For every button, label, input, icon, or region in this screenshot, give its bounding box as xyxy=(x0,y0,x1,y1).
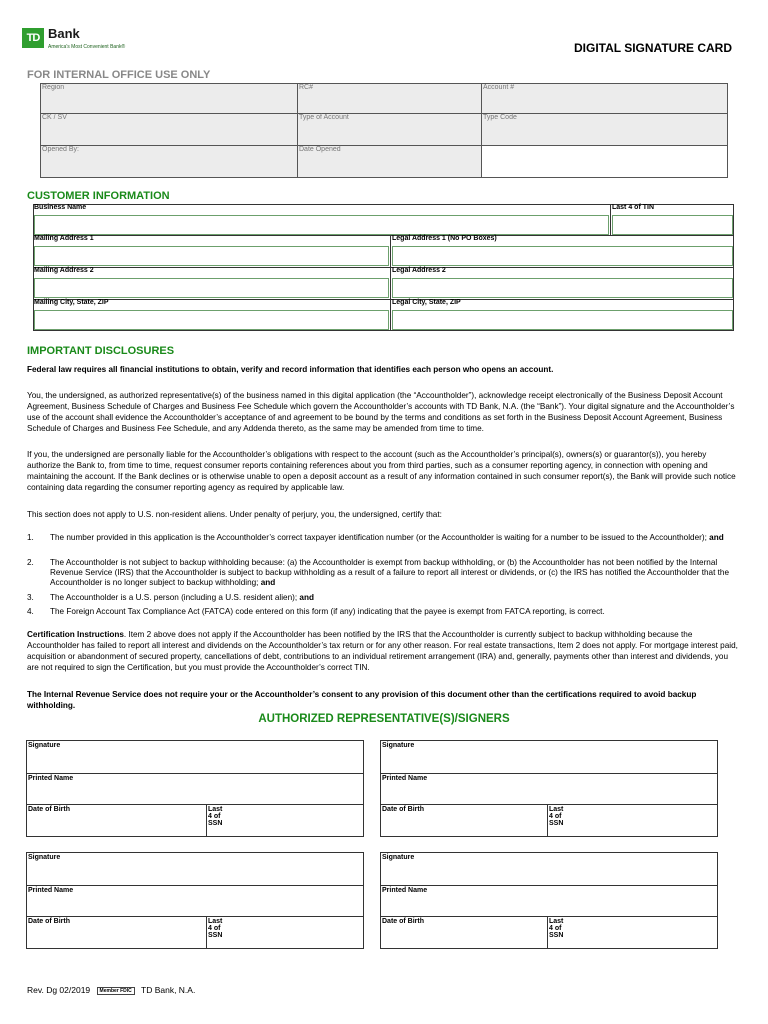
account-field[interactable]: Account # xyxy=(481,83,728,114)
customer-info-heading: CUSTOMER INFORMATION xyxy=(27,190,170,202)
bank-tagline: America's Most Convenient Bank® xyxy=(48,44,126,50)
certification-instructions: Certification Instructions. Item 2 above does not apply if the Accountholder has been notified by the IRS that the Accountholder is currently subject to backup withholding because the Accountholder has failed to report all interest and dividends on the Accountholder’s tax return or for any other reason. For real estate transactions, Item 2 does not apply. For mortgage interest paid, acquisition or abandonment of secured property, cancellations of debt, contributions to an individual retirement arrangement (IRA) and, generally, payments other than interest and dividends, you are not required to sign the Certification, but you must provide the Accountholder’s correct TIN. xyxy=(27,630,738,672)
blank-field xyxy=(481,145,728,178)
legal-address-2-field[interactable]: Legal Address 2 xyxy=(390,267,734,299)
signer-block-1 xyxy=(26,740,364,837)
dob-ssn-row xyxy=(381,917,717,949)
irs-note: The Internal Revenue Service does not require your or the Accountholder’s consent to any provision of this document other than the certifications required to avoid backup withholding. xyxy=(27,690,697,710)
list-item: The Accountholder is a U.S. person (including a U.S. resident alien); and xyxy=(50,593,314,602)
mailing-address-1-input[interactable] xyxy=(34,246,389,266)
mailing-address-2-field[interactable]: Mailing Address 2 xyxy=(33,267,390,299)
footer xyxy=(27,985,195,995)
signers-heading: AUTHORIZED REPRESENTATIVE(S)/SIGNERS xyxy=(258,713,510,725)
mailing-address-2-input[interactable] xyxy=(34,278,389,298)
printed-name-field[interactable]: Printed Name xyxy=(27,886,363,917)
td-logo-icon: TD xyxy=(22,28,44,48)
business-name-input[interactable] xyxy=(34,215,609,235)
dob-field[interactable]: Date of Birth xyxy=(382,918,424,925)
footer-bank-name: TD Bank, N.A. xyxy=(141,985,196,995)
list-item-number: 3. xyxy=(27,593,34,602)
dob-ssn-row xyxy=(27,805,363,837)
printed-name-field[interactable]: Printed Name xyxy=(381,774,717,805)
dob-ssn-row xyxy=(27,917,363,949)
last4-tin-input[interactable] xyxy=(612,215,733,235)
signature-field[interactable]: Signature xyxy=(381,741,717,774)
dob-field[interactable]: Date of Birth xyxy=(382,806,424,813)
list-item-number: 4. xyxy=(27,607,34,616)
disclosure-paragraph-2: If you, the undersigned are personally liable for the Accountholder’s obligations with respect to the account (such as the Accountholder’s principal(s), owners(s) or guarantor(s)), you hereby authorize the Bank to, from time to time, request consumer reports containing references about you from third parties, such as a consumer reporting agency, in connection with opening and maintaining the account. If the Bank declines or is otherwise unable to open a deposit account as a result of any information contained in such consumer report(s), the Bank will provide such notice containing data regarding the consumer reporting agency as required by applicable law. xyxy=(27,450,736,492)
ssn-field[interactable]: Last 4 of SSN xyxy=(547,805,548,837)
disclosure-paragraph-1: You, the undersigned, as authorized representative(s) of the business named in this digital application (the “Accountholder”), acknowledge receipt electronically of the Business Deposit Account Agreement, Business Schedule of Charges and Business Fee Schedule which govern the Accountholder’s accounts with TD Bank, N.A. (the “Bank”). Your digital signature and the Accountholder’s use of the account shall evidence the Accountholder’s acceptance of and agreement to be bound by the terms and conditions as set forth in the Business Deposit Account Agreement, Business Schedule of Charges and Business Fee Schedule, and any Addenda thereto, as the same may be amended from time to time. xyxy=(27,391,735,433)
signer-block-4 xyxy=(380,852,718,949)
ssn-field[interactable]: Last 4 of SSN xyxy=(547,917,548,949)
signature-field[interactable]: Signature xyxy=(27,741,363,774)
list-item-number: 2. xyxy=(27,558,34,567)
revision-label: Rev. Dg 02/2019 xyxy=(27,985,91,995)
legal-address-2-input[interactable] xyxy=(392,278,733,298)
signature-field[interactable]: Signature xyxy=(27,853,363,886)
federal-law-notice: Federal law requires all financial institutions to obtain, verify and record information that identifies each person who opens an account. xyxy=(27,365,554,374)
opened-by-field[interactable]: Opened By: xyxy=(40,145,298,178)
mailing-address-1-field[interactable]: Mailing Address 1 xyxy=(33,235,390,267)
region-field[interactable]: Region xyxy=(40,83,298,114)
legal-city-input[interactable] xyxy=(392,310,733,330)
date-opened-field[interactable]: Date Opened xyxy=(297,145,482,178)
mailing-city-field[interactable]: Mailing City, State, ZIP xyxy=(33,299,390,331)
ssn-field[interactable]: Last 4 of SSN xyxy=(206,805,207,837)
document-title: DIGITAL SIGNATURE CARD xyxy=(574,41,732,55)
list-item: The Foreign Account Tax Compliance Act (FATCA) code entered on this form (if any) indicating that the payee is exempt from FATCA reporting, is correct. xyxy=(50,607,605,616)
printed-name-field[interactable]: Printed Name xyxy=(27,774,363,805)
business-name-field[interactable]: Business Name xyxy=(33,204,610,236)
ck-sv-field[interactable]: CK / SV xyxy=(40,113,298,146)
signer-block-3 xyxy=(26,852,364,949)
internal-use-heading: FOR INTERNAL OFFICE USE ONLY xyxy=(27,69,211,81)
dob-field[interactable]: Date of Birth xyxy=(28,918,70,925)
mailing-city-input[interactable] xyxy=(34,310,389,330)
fdic-icon: Member FDIC xyxy=(97,987,135,995)
signature-field[interactable]: Signature xyxy=(381,853,717,886)
dob-field[interactable]: Date of Birth xyxy=(28,806,70,813)
list-item: The Accountholder is not subject to backup withholding because: (a) the Accountholder is exempt from backup withholding, or (b) the Accountholder has not been notified by the Internal Revenue Service (IRS) that the Accountholder is subject to backup withholding as a result of a failure to report all interest or dividends, or (c) the IRS has notified the Accountholder that the Accountholder is no longer subject to backup withholding; and xyxy=(50,558,730,587)
rc-field[interactable]: RC# xyxy=(297,83,482,114)
legal-address-1-field[interactable]: Legal Address 1 (No PO Boxes) xyxy=(390,235,734,267)
type-code-field[interactable]: Type Code xyxy=(481,113,728,146)
ssn-field[interactable]: Last 4 of SSN xyxy=(206,917,207,949)
bank-name: Bank xyxy=(48,26,80,41)
last4-tin-field[interactable]: Last 4 of TIN xyxy=(610,204,734,236)
list-item-number: 1. xyxy=(27,533,34,542)
disclosure-paragraph-3: This section does not apply to U.S. non-resident aliens. Under penalty of perjury, you, the undersigned, certify that: xyxy=(27,510,442,519)
disclosures-heading: IMPORTANT DISCLOSURES xyxy=(27,345,175,357)
signer-block-2 xyxy=(380,740,718,837)
list-item: The number provided in this application is the Accountholder’s correct taxpayer identification number (or the Accountholder is waiting for a number to be issued to the Accountholder); and xyxy=(50,533,724,542)
dob-ssn-row xyxy=(381,805,717,837)
type-of-account-field[interactable]: Type of Account xyxy=(297,113,482,146)
printed-name-field[interactable]: Printed Name xyxy=(381,886,717,917)
legal-city-field[interactable]: Legal City, State, ZIP xyxy=(390,299,734,331)
legal-address-1-input[interactable] xyxy=(392,246,733,266)
